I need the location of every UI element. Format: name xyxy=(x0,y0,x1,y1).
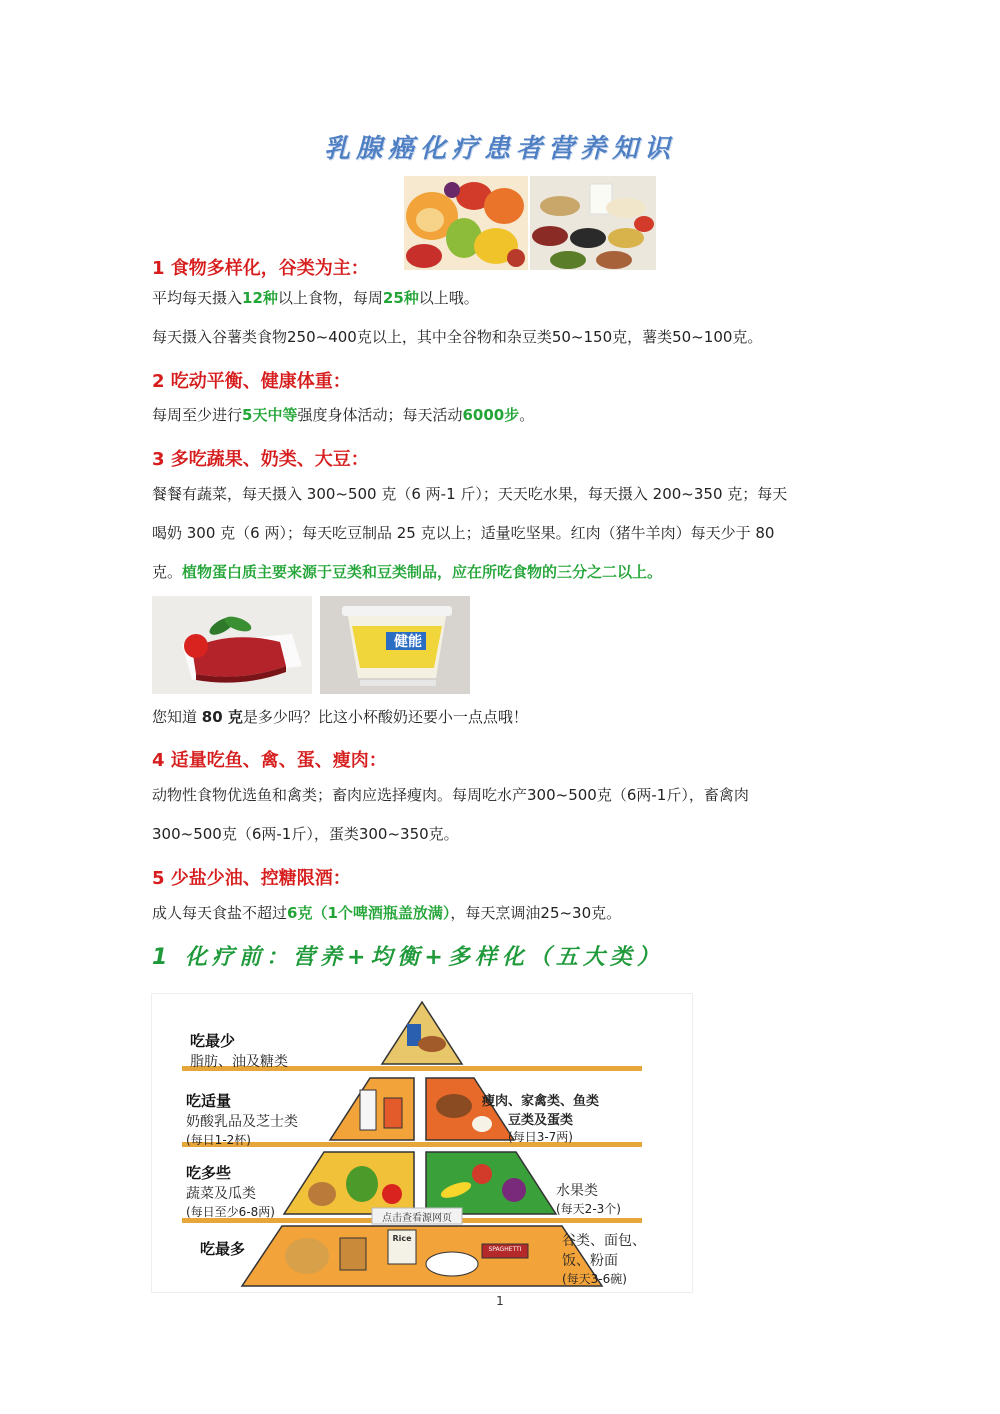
text: ，每天烹调油25~30克。 xyxy=(450,904,622,922)
level-desc: 蔬菜及瓜类 xyxy=(186,1186,256,1202)
section-4-line-1: 动物性食物优选鱼和禽类；畜肉应选择瘦肉。每周吃水产300~500克（6两-1斤），畜禽肉 xyxy=(152,786,749,804)
pyramid-level-3r-label xyxy=(556,1180,621,1217)
section-3-question xyxy=(152,698,852,737)
level-desc: 水果类 xyxy=(556,1183,598,1199)
level-amount: (每日3-7两) xyxy=(508,1130,573,1144)
source-overlay-text[interactable]: 点击查看源网页 xyxy=(382,1213,452,1224)
section-2-line-1 xyxy=(152,396,852,435)
page-number: 1 xyxy=(496,1294,504,1308)
grains-photo xyxy=(530,176,656,270)
level-title: 吃最多 xyxy=(200,1240,246,1258)
food-pyramid xyxy=(151,993,693,1293)
text: 强度身体活动；每天活动 xyxy=(297,406,463,424)
section-3-line-1: 餐餐有蔬菜，每天摄入 300~500 克（6 两-1 斤）；天天吃水果，每天摄入 200~350 克；每天 xyxy=(152,485,788,503)
highlight: 6000步 xyxy=(462,406,520,424)
level-desc: 瘦肉、家禽类、鱼类 xyxy=(482,1094,600,1109)
text: 平均每天摄入 xyxy=(152,289,243,307)
beef-photo xyxy=(152,596,312,694)
yogurt-photo xyxy=(320,596,470,694)
section-4-line-2: 300~500克（6两-1斤），蛋类300~350克。 xyxy=(152,825,459,843)
section-3-line-2: 喝奶 300 克（6 两）；每天吃豆制品 25 克以上；适量吃坚果。红肉（猪牛羊肉）每天少于 80 xyxy=(152,524,775,542)
level-desc: 谷类、面包、 xyxy=(562,1233,646,1249)
level-title: 吃多些 xyxy=(186,1164,232,1182)
text: 成人每天食盐不超过 xyxy=(152,904,288,922)
yogurt-brand: 健能 xyxy=(394,634,422,650)
chemo-before-heading: 1 化疗前：营养+均衡+多样化（五大类） xyxy=(152,945,664,970)
bold-text: 80 克 xyxy=(201,708,243,726)
section-3-line-3 xyxy=(152,553,852,592)
text: 您知道 xyxy=(152,708,202,726)
text: 以上哦。 xyxy=(418,289,479,307)
pyramid-level-1-label xyxy=(190,1030,288,1071)
level-amount: (每日至少6-8两) xyxy=(186,1205,275,1219)
level-amount: (每日1-2杯) xyxy=(186,1133,251,1147)
text: 。 xyxy=(519,406,535,424)
section-1-line-1 xyxy=(152,279,852,318)
pyramid-fruits xyxy=(426,1152,556,1214)
pasta-label: SPAGHETTI xyxy=(488,1246,522,1253)
section-5-heading: 5 少盐少油、控糖限酒： xyxy=(152,868,351,889)
text: 是多少吗？比这小杯酸奶还要小一点点哦！ xyxy=(242,708,528,726)
pyramid-level-3-label xyxy=(186,1162,275,1220)
highlight: 25种 xyxy=(382,289,419,307)
pyramid-top xyxy=(382,1002,462,1064)
level-desc: 豆类及蛋类 xyxy=(508,1113,574,1128)
text: 以上食物，每周 xyxy=(277,289,383,307)
rice-box-label: Rice xyxy=(392,1234,412,1243)
highlight: 6克（1个啤酒瓶盖放满） xyxy=(287,904,451,922)
level-desc: 脂肪、油及糖类 xyxy=(190,1054,288,1070)
page-title: 乳腺癌化疗患者营养知识 xyxy=(323,134,676,164)
level-title: 吃最少 xyxy=(190,1032,236,1050)
beef-photo-art xyxy=(152,596,312,694)
pyramid-level-4-label xyxy=(200,1238,245,1259)
level-amount: (每天2-3个) xyxy=(556,1202,621,1216)
highlight: 5天中等 xyxy=(242,406,298,424)
pyramid-level-2-label xyxy=(186,1090,298,1148)
section-1-line-2: 每天摄入谷薯类食物250~400克以上，其中全谷物和杂豆类50~150克，薯类50~100克。 xyxy=(152,328,763,346)
grains-photo-art xyxy=(530,176,656,270)
text: 每周至少进行 xyxy=(152,406,243,424)
section-3-heading: 3 多吃蔬果、奶类、大豆： xyxy=(152,449,369,470)
highlight: 植物蛋白质主要来源于豆类和豆类制品，应在所吃食物的三分之二以上。 xyxy=(182,563,663,581)
level-title: 吃适量 xyxy=(186,1092,232,1110)
level-amount: (每天3-6碗) xyxy=(562,1272,627,1286)
fruit-photo-art xyxy=(404,176,528,270)
section-2-heading: 2 吃动平衡、健康体重： xyxy=(152,371,351,392)
text: 克。 xyxy=(152,563,183,581)
level-desc: 饭、粉面 xyxy=(562,1253,618,1269)
highlight: 12种 xyxy=(242,289,278,307)
section-4-heading: 4 适量吃鱼、禽、蛋、瘦肉： xyxy=(152,750,387,771)
pyramid-level-4r-label xyxy=(562,1230,646,1287)
fruit-photo xyxy=(404,176,528,270)
level-desc: 奶酸乳品及芝士类 xyxy=(186,1114,298,1130)
section-1-heading: 1 食物多样化，谷类为主： xyxy=(152,258,369,279)
pyramid-level-2r-label xyxy=(482,1090,599,1145)
section-5-line-1 xyxy=(152,894,852,933)
